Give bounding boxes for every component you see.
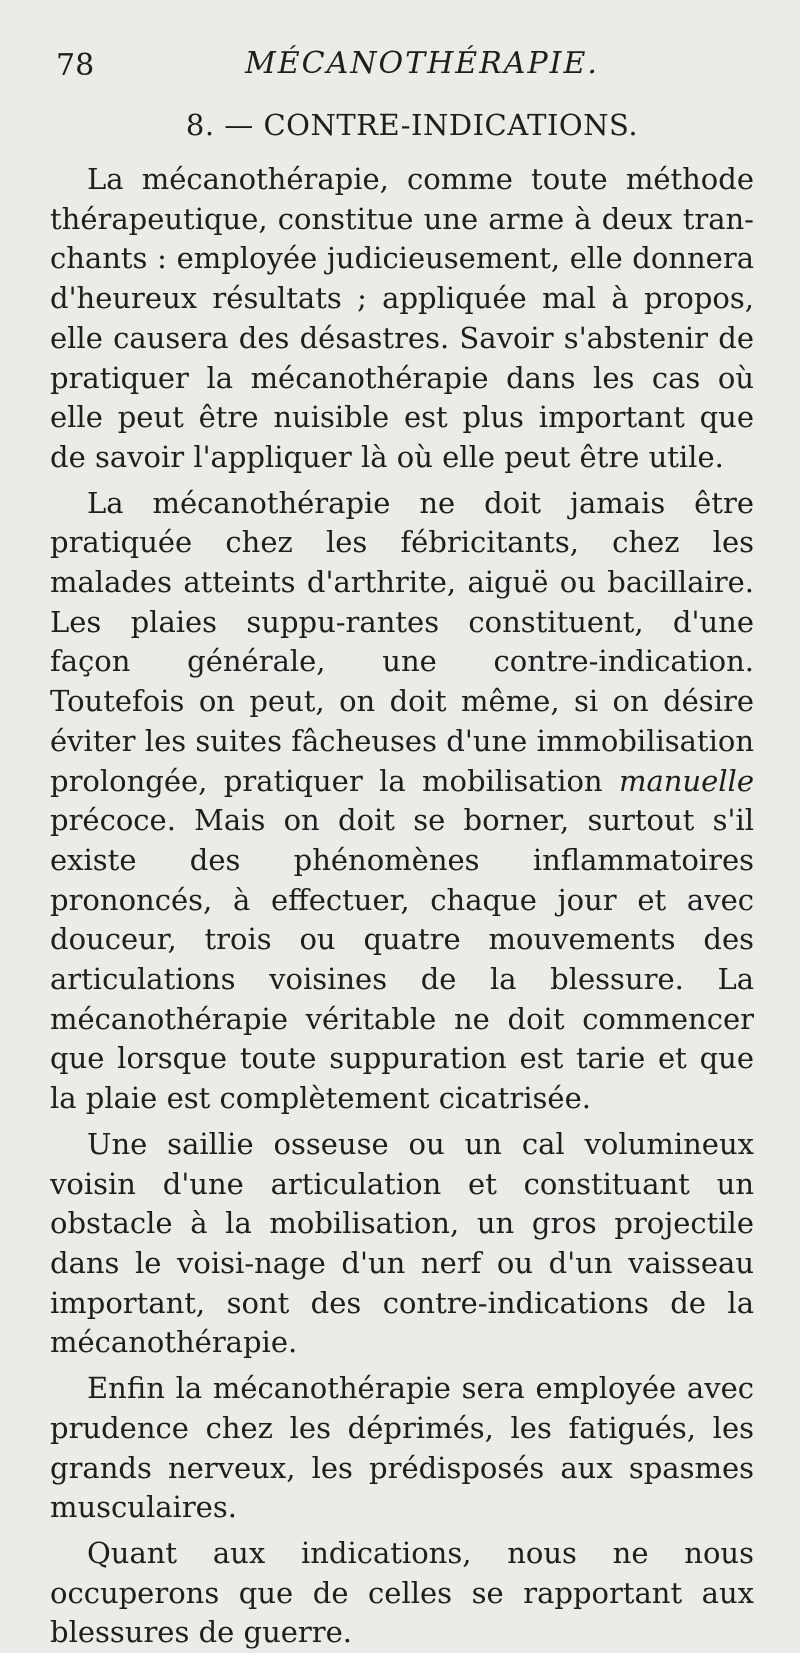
paragraph-caution: Enfin la mécanothérapie sera employée avec prudence chez les déprimés, les fatigués, les grands nerveux, les prédisposés aux spasmes musculaires.: [50, 1371, 754, 1525]
paragraph-text-after-emphasis: précoce. Mais on doit se borner, surtout s'il existe des phénomènes inflammatoires prononcés, à effectuer, chaque jour et avec douceur, trois ou quatre mouvements des articulations voisines de la blessure. La mécanothérapie véritable ne doit commencer que lorsque toute suppuration est tarie et que la plaie est complètement cicatrisée.: [50, 803, 754, 1116]
paragraph-text-before-emphasis: La mécanothérapie ne doit jamais être pratiquée chez les fébricitants, chez les malades atteints d'arthrite, aiguë ou bacillaire. Les plaies suppu-rantes constituent, d'une façon générale, une contre-indication. Toutefois on peut, on doit même, si on désire éviter les suites fâcheuses d'une immobilisation prolongée, pratiquer la mobilisation: [50, 485, 754, 798]
section-heading: 8. — CONTRE-INDICATIONS.: [185, 108, 639, 142]
paragraph-indications: Quant aux indications, nous ne nous occuperons que de celles se rapportant aux blessures de guerre.: [50, 1535, 754, 1650]
paragraph-bony-obstacles: Une saillie osseuse ou un cal volumineux voisin d'une articulation et constituant un obstacle à la mobilisation, un gros projectile dans le voisi-nage d'un nerf ou d'un vaisseau important, sont des contre-indications de la mécanothérapie.: [50, 1126, 754, 1360]
running-title: MÉCANOTHÉRAPIE.: [245, 46, 599, 81]
running-head: [50, 42, 754, 92]
page-number: 78: [56, 48, 95, 83]
emphasized-word: manuelle: [618, 763, 754, 798]
paragraph-general-principle: La mécanothérapie, comme toute méthode thérapeutique, constitue une arme à deux tran-chants : employée judicieusement, elle donnera d'heureux résultats ; appliquée mal à propos, elle causera des désastres. Savoir s'abstenir de pratiquer la mécanothérapie dans les cas où elle peut être nuisible est plus important que de savoir l'appliquer là où elle peut être utile.: [50, 162, 754, 474]
paragraph-febrile-and-wounds: [50, 484, 754, 1119]
